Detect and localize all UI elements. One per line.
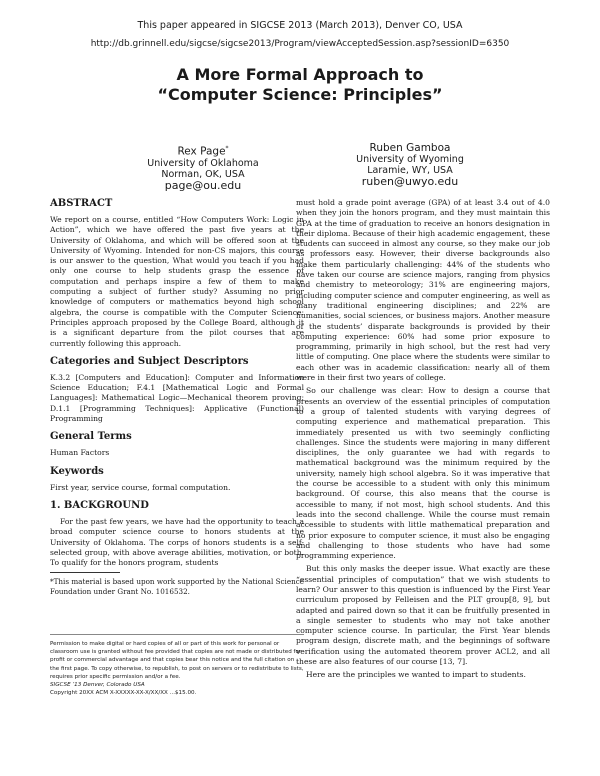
venue-note: This paper appeared in SIGCSE 2013 (March 2013), Denver CO, USA: [137, 20, 463, 31]
keywords-heading: Keywords: [50, 465, 104, 477]
title-line-1: A More Formal Approach to: [176, 65, 424, 84]
keywords-text: First year, service course, formal computation.: [50, 482, 231, 492]
author-1-email[interactable]: page@ou.edu: [164, 178, 242, 192]
right-paragraph-4: Here are the principles we wanted to impart to students.: [306, 670, 526, 680]
categories-heading: Categories and Subject Descriptors: [50, 355, 249, 367]
footnote-text: *This material is based upon work supported by the National Science Foundation under Grant No. 1016532.: [50, 577, 304, 596]
permission-block: [50, 640, 304, 697]
author-2-email[interactable]: ruben@uwyo.edu: [361, 175, 459, 188]
author-1-name: Rex Page: [177, 145, 226, 158]
right-paragraph-2: So our challenge was clear: How to design a course that presents an overview of the essential principles of computation to a group of talented students with varying degrees of computing experience and mathematical preparation. This immediately presented us with two seemingly conflicting challenges. Since the students were majoring in many different disciplines, the only guarantee we had with regards to mathematical background was the minimum required by the university, namely high school algebra. So it was imperative that the course be accessible to a student with only this minimum background. Of course, this also means that the course is accessible to many, if not most, high school students. And this leads into the second challenge. While the course must remain accessible to students with little mathematical preparation and no prior exposure to computer science, it must also be engaging and challenging to those students who have had some programming experience.: [296, 386, 550, 561]
author-1-affiliation: University of Oklahoma: [147, 157, 259, 169]
permission-divider: [50, 634, 304, 635]
author-2-name: Ruben Gamboa: [369, 142, 451, 154]
right-column: [296, 198, 550, 684]
footnote-divider: [50, 572, 120, 573]
author-2-affiliation: University of Wyoming: [356, 154, 464, 165]
background-heading: 1. BACKGROUND: [50, 499, 149, 511]
author-1-location: Norman, OK, USA: [161, 168, 245, 180]
author-2: [325, 143, 495, 187]
author-2-location: Laramie, WY, USA: [367, 165, 453, 176]
permission-text: Permission to make digital or hard copies of all or part of this work for personal or classroom use is granted without fee provided that copies are not made or distributed for profit or commercial advantage and that copies bear this notice and the full citation on the first page. To copy otherwise, to republish, to post on servers or to redistribute to lists, requires prior specific permission and/or a fee.: [50, 641, 304, 680]
general-terms-heading: General Terms: [50, 431, 132, 443]
session-url[interactable]: http://db.grinnell.edu/sigcse/sigcse2013/Program/viewAcceptedSession.asp?sessionID=6350: [90, 39, 510, 49]
abstract-text: We report on a course, entitled “How Computers Work: Logic in Action”, which we have offered the past five years at the University of Oklahoma, and which will be offered soon at the University of Wyoming. Intended for non-CS majors, this course is our answer to the question, What would you teach if you had only one course to help students grasp the essence of computation and perhaps inspire a few of them to make computing a subject of further study? Assuming no prior knowledge of computers or mathematics beyond high school algebra, the course is compatible with the Computer Science: Principles approach proposed by the College Board, although it is a significant departure from the pilot courses that are currently following this approach.: [50, 215, 304, 348]
background-text: For the past few years, we have had the opportunity to teach a broad computer science course to honors students at the University of Oklahoma. The corps of honors students is a self-selected group, with above average abilities, motivation, or both. To qualify for the honors program, students: [50, 516, 304, 568]
author-1: [118, 143, 288, 191]
author-1-footnote-mark: *: [225, 145, 229, 152]
copyright-line: Copyright 20XX ACM X-XXXXX-XX-X/XX/XX ...$15.00.: [50, 690, 197, 697]
right-paragraph-1: must hold a grade point average (GPA) of at least 3.4 out of 4.0 when they join the honors program, and they must maintain this GPA at the time of graduation to receive an honors designation in their diploma. Because of their high academic engagement, these students can succeed in almost any course, so they make our job as professors easy. However, their diverse backgrounds also make them particularly challenging: 44% of the students who have taken our course are science majors, ranging from physics and chemistry to meteorology; 31% are engineering majors, including computer science and computer engineering, as well as many traditional engineering disciplines; and 22% are humanities, social sciences, or business majors. Another measure of the students’ disparate backgrounds is provided by their computing experience: 60% had some prior exposure to programming, primarily in high school, but the rest had very little of computing. One place where the students were similar to each other was in academic classification: nearly all of them were in their first two years of college.: [296, 198, 550, 383]
general-terms-text: Human Factors: [50, 448, 110, 458]
categories-text: K.3.2 [Computers and Education]: Computer and Information Science Education; F.4.1 [Mathematical Logic and Formal Languages]: Mathematical Logic—Mechanical theorem proving; D.1.1 [Programming Techniques]: Applicative (Functional) Programming: [50, 372, 304, 424]
title-line-2: “Computer Science: Principles”: [157, 85, 443, 104]
left-column: [50, 198, 304, 596]
right-paragraph-3: But this only masks the deeper issue. What exactly are these “essential principles of computation” that we wish students to learn? Our answer to this question is influenced by the First Year curriculum proposed by Felleisen and the PLT group[8, 9], but adapted and paired down so that it can be fruitfully presented in a single semester to students who may not take another computer science course. In particular, the First Year blends program design, discrete math, and the beginnings of software verification using the automated theorem prover ACL2, and all these are also features of our course [13, 7].: [296, 564, 550, 667]
abstract-heading: ABSTRACT: [50, 198, 113, 209]
paper-title: [0, 65, 600, 105]
conference-venue: SIGCSE ’13 Denver, Colorado USA: [50, 682, 145, 689]
